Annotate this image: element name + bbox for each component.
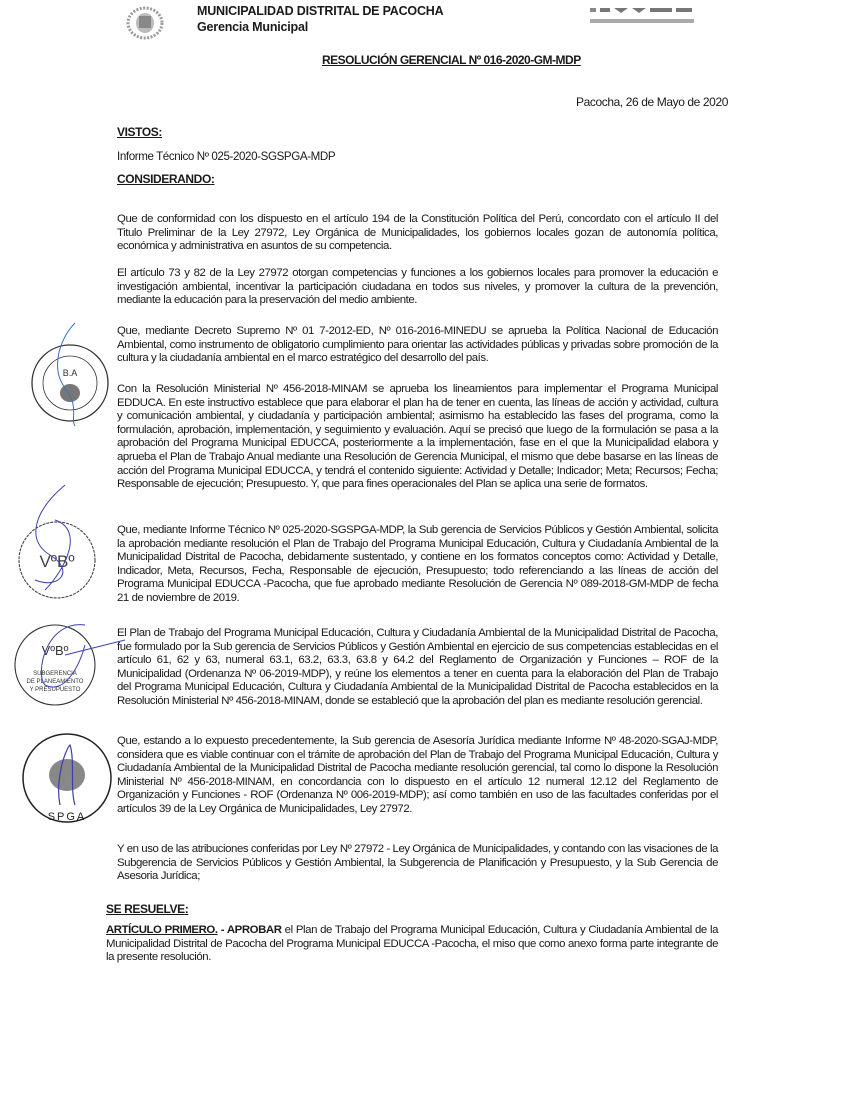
considerando-paragraph: Y en uso de las atribuciones conferidas por Ley Nº 27972 - Ley Orgánica de Municipalidades, y contando con las visaciones de la Subgerencia de Servicios Públicos y Gestión Ambiental, la Subgerencia de Planificación y Presupuesto, y la Sub Gerencia de Asesoria Jurídica; [117, 843, 718, 883]
stamp-asesoria-juridica [5, 480, 120, 600]
svg-text:VºBº: VºBº [39, 552, 75, 571]
vistos-text: Informe Técnico Nº 025-2020-SGSPGA-MDP [117, 150, 336, 163]
article-label: ARTÍCULO PRIMERO. [106, 924, 218, 936]
department-name: Gerencia Municipal [197, 20, 309, 34]
article-text: el Plan de Trabajo del Programa Municipal Educación, Cultura y Ciudadanía Ambiental de la Municipalidad Distrital de Pacocha del Programa Municipal EDUCCA -Pacocha, el miso que como anexo forma parte integrante de la presente resolución. [106, 924, 719, 964]
right-header-logo [588, 4, 698, 30]
stamp-gerencia-municipal [20, 318, 120, 428]
considerando-paragraph: El Plan de Trabajo del Programa Municipal Educación, Cultura y Ciudadanía Ambiental de la Municipalidad Distrital de Pacocha, fue formulado por la Sub gerencia de Servicios Públicos y Gestión Ambiental en ejercicio de sus competencias establecidas en el artículo 61, 62 y 63, numeral 63.1, 63.2, 63.3, 63.8 y 64.2 del Reglamento de Organización y Funciones – ROF de la Municipalidad (Ordenanza Nº 06-2019-MDP), y reúne los elementos a tener en cuenta para la elaboración del Plan de Trabajo del Programa Municipal Educación, Cultura y Ciudadanía Ambiental de la Municipalidad Distrital de Pacocha establecidos en la Resolución Ministerial Nº 456-2018-MINAM, donde se estableció que la aprobación del plan es mediante resolución gerencial. [117, 627, 718, 707]
svg-text:SPGA: SPGA [47, 811, 87, 823]
svg-text:VºBº: VºBº [41, 643, 69, 658]
resolution-title: RESOLUCIÓN GERENCIAL Nº 016-2020-GM-MDP [322, 53, 581, 67]
stamp-sspga [15, 720, 120, 835]
stamp-planeamiento-presupuesto [5, 615, 125, 715]
considerando-heading: CONSIDERANDO: [117, 172, 215, 186]
svg-text:DE PLANEAMIENTO: DE PLANEAMIENTO [26, 679, 84, 685]
institution-name: MUNICIPALIDAD DISTRITAL DE PACOCHA [197, 4, 444, 18]
svg-text:B.A: B.A [62, 368, 78, 378]
svg-text:Y PRESUPUESTO: Y PRESUPUESTO [29, 687, 81, 693]
article-verb: - APROBAR [220, 924, 282, 936]
considerando-paragraph: Que, mediante Decreto Supremo Nº 01 7-2012-ED, Nº 016-2016-MINEDU se aprueba la Política Nacional de Educación Ambiental, como instrumento de obligatorio cumplimiento para orientar las actividades públicas y privadas sobre promoción de la cultura y la ciudadanía ambiental en el marco estratégico del desarrollo del país. [117, 325, 718, 365]
considerando-paragraph: Que, estando a lo expuesto precedentemente, la Sub gerencia de Asesoría Jurídica mediante Informe Nº 48-2020-SGAJ-MDP, considera que es viable continuar con el trámite de aprobación del Plan de Trabajo del Programa Municipal Educación, Cultura y Ciudadanía Ambiental de la Municipalidad Distrital de Pacocha mediante resolución gerencial, tal como lo dispone la Resolución Ministerial Nº 456-2018-MINAM, en concordancia con lo dispuesto en el artículo 12 numeral 12.12 del Reglamento de Organización y Funciones - ROF (Ordenanza Nº 006-2019-MDP); así como también en uso de las facultades conferidas por el artículos 39 de la Ley Orgánica de Municipalidades, Ley 27972. [117, 735, 718, 815]
municipal-seal-logo [124, 6, 166, 40]
vistos-heading: VISTOS: [117, 125, 163, 139]
considerando-paragraph: Que de conformidad con los dispuesto en el artículo 194 de la Constitución Política del Perú, concordato con el artículo II del Titulo Preliminar de la Ley 27972, Ley Orgánica de Municipalidades, los gobiernos locales gozan de autonomía política, económica y administrativa en asuntos de su competencia. [117, 213, 718, 253]
se-resuelve-heading: SE RESUELVE: [106, 902, 189, 916]
svg-text:SUBGERENCIA: SUBGERENCIA [33, 671, 77, 677]
considerando-paragraph: Que, mediante Informe Técnico Nº 025-2020-SGSPGA-MDP, la Sub gerencia de Servicios Públicos y Gestión Ambiental, solicita la aprobación mediante resolución el Plan de Trabajo del Programa Municipal Educación, Cultura y Ciudadanía Ambiental de la Municipalidad Distrital de Pacocha, debidamente sustentado, y contiene en los formatos conceptos como: Actividad y Detalle, Indicador, Meta, Recursos, Fecha, Responsable de ejecución, Presupuesto; todo referenciando a las líneas de acción del Programa Municipal EDUCCA -Pacocha, que fue aprobado mediante Resolución de Gerencia Nº 089-2018-GM-MDP de fecha 21 de noviembre de 2019. [117, 524, 718, 604]
article-primero [106, 924, 718, 965]
considerando-paragraph: Con la Resolución Ministerial Nº 456-2018-MINAM se aprueba los lineamientos para implementar el Programa Municipal EDDUCA. En este instructivo establece que para elaborar el plan ha de tener en cuenta, las líneas de acción y actividad, cultura y comunicación ambiental, y ciudadanía y participación ambiental; asimismo ha establecido las fases del programa, como la formulación, aprobación, implementación, y seguimiento y evaluación. Aquí se precisó que luego de la formulación se pasa a la aprobación del Programa Municipal EDUCCA, posteriormente a la implementación, fase en el que la Municipalidad elabora y aprueba el Plan de Trabajo Anual mediante una Resolución de Gerencia Municipal, el mismo que debe basarse en las líneas de acción del Programa Municipal EDUCCA, y tendrá el contenido siguiente: Actividad y Detalle; Indicador; Meta; Recursos; Fecha; Responsable de ejecución; Presupuesto. Y, que para fines operacionales del Plan se aplica una serie de formatos. [117, 383, 718, 491]
considerando-paragraph: El artículo 73 y 82 de la Ley 27972 otorgan competencias y funciones a los gobiernos locales para promover la educación e investigación ambiental, incentivar la participación ciudadana en todos sus niveles, y promover la cultura de la prevención, mediante la educación para la preservación del medio ambiente. [117, 267, 718, 307]
document-date: Pacocha, 26 de Mayo de 2020 [576, 95, 728, 109]
